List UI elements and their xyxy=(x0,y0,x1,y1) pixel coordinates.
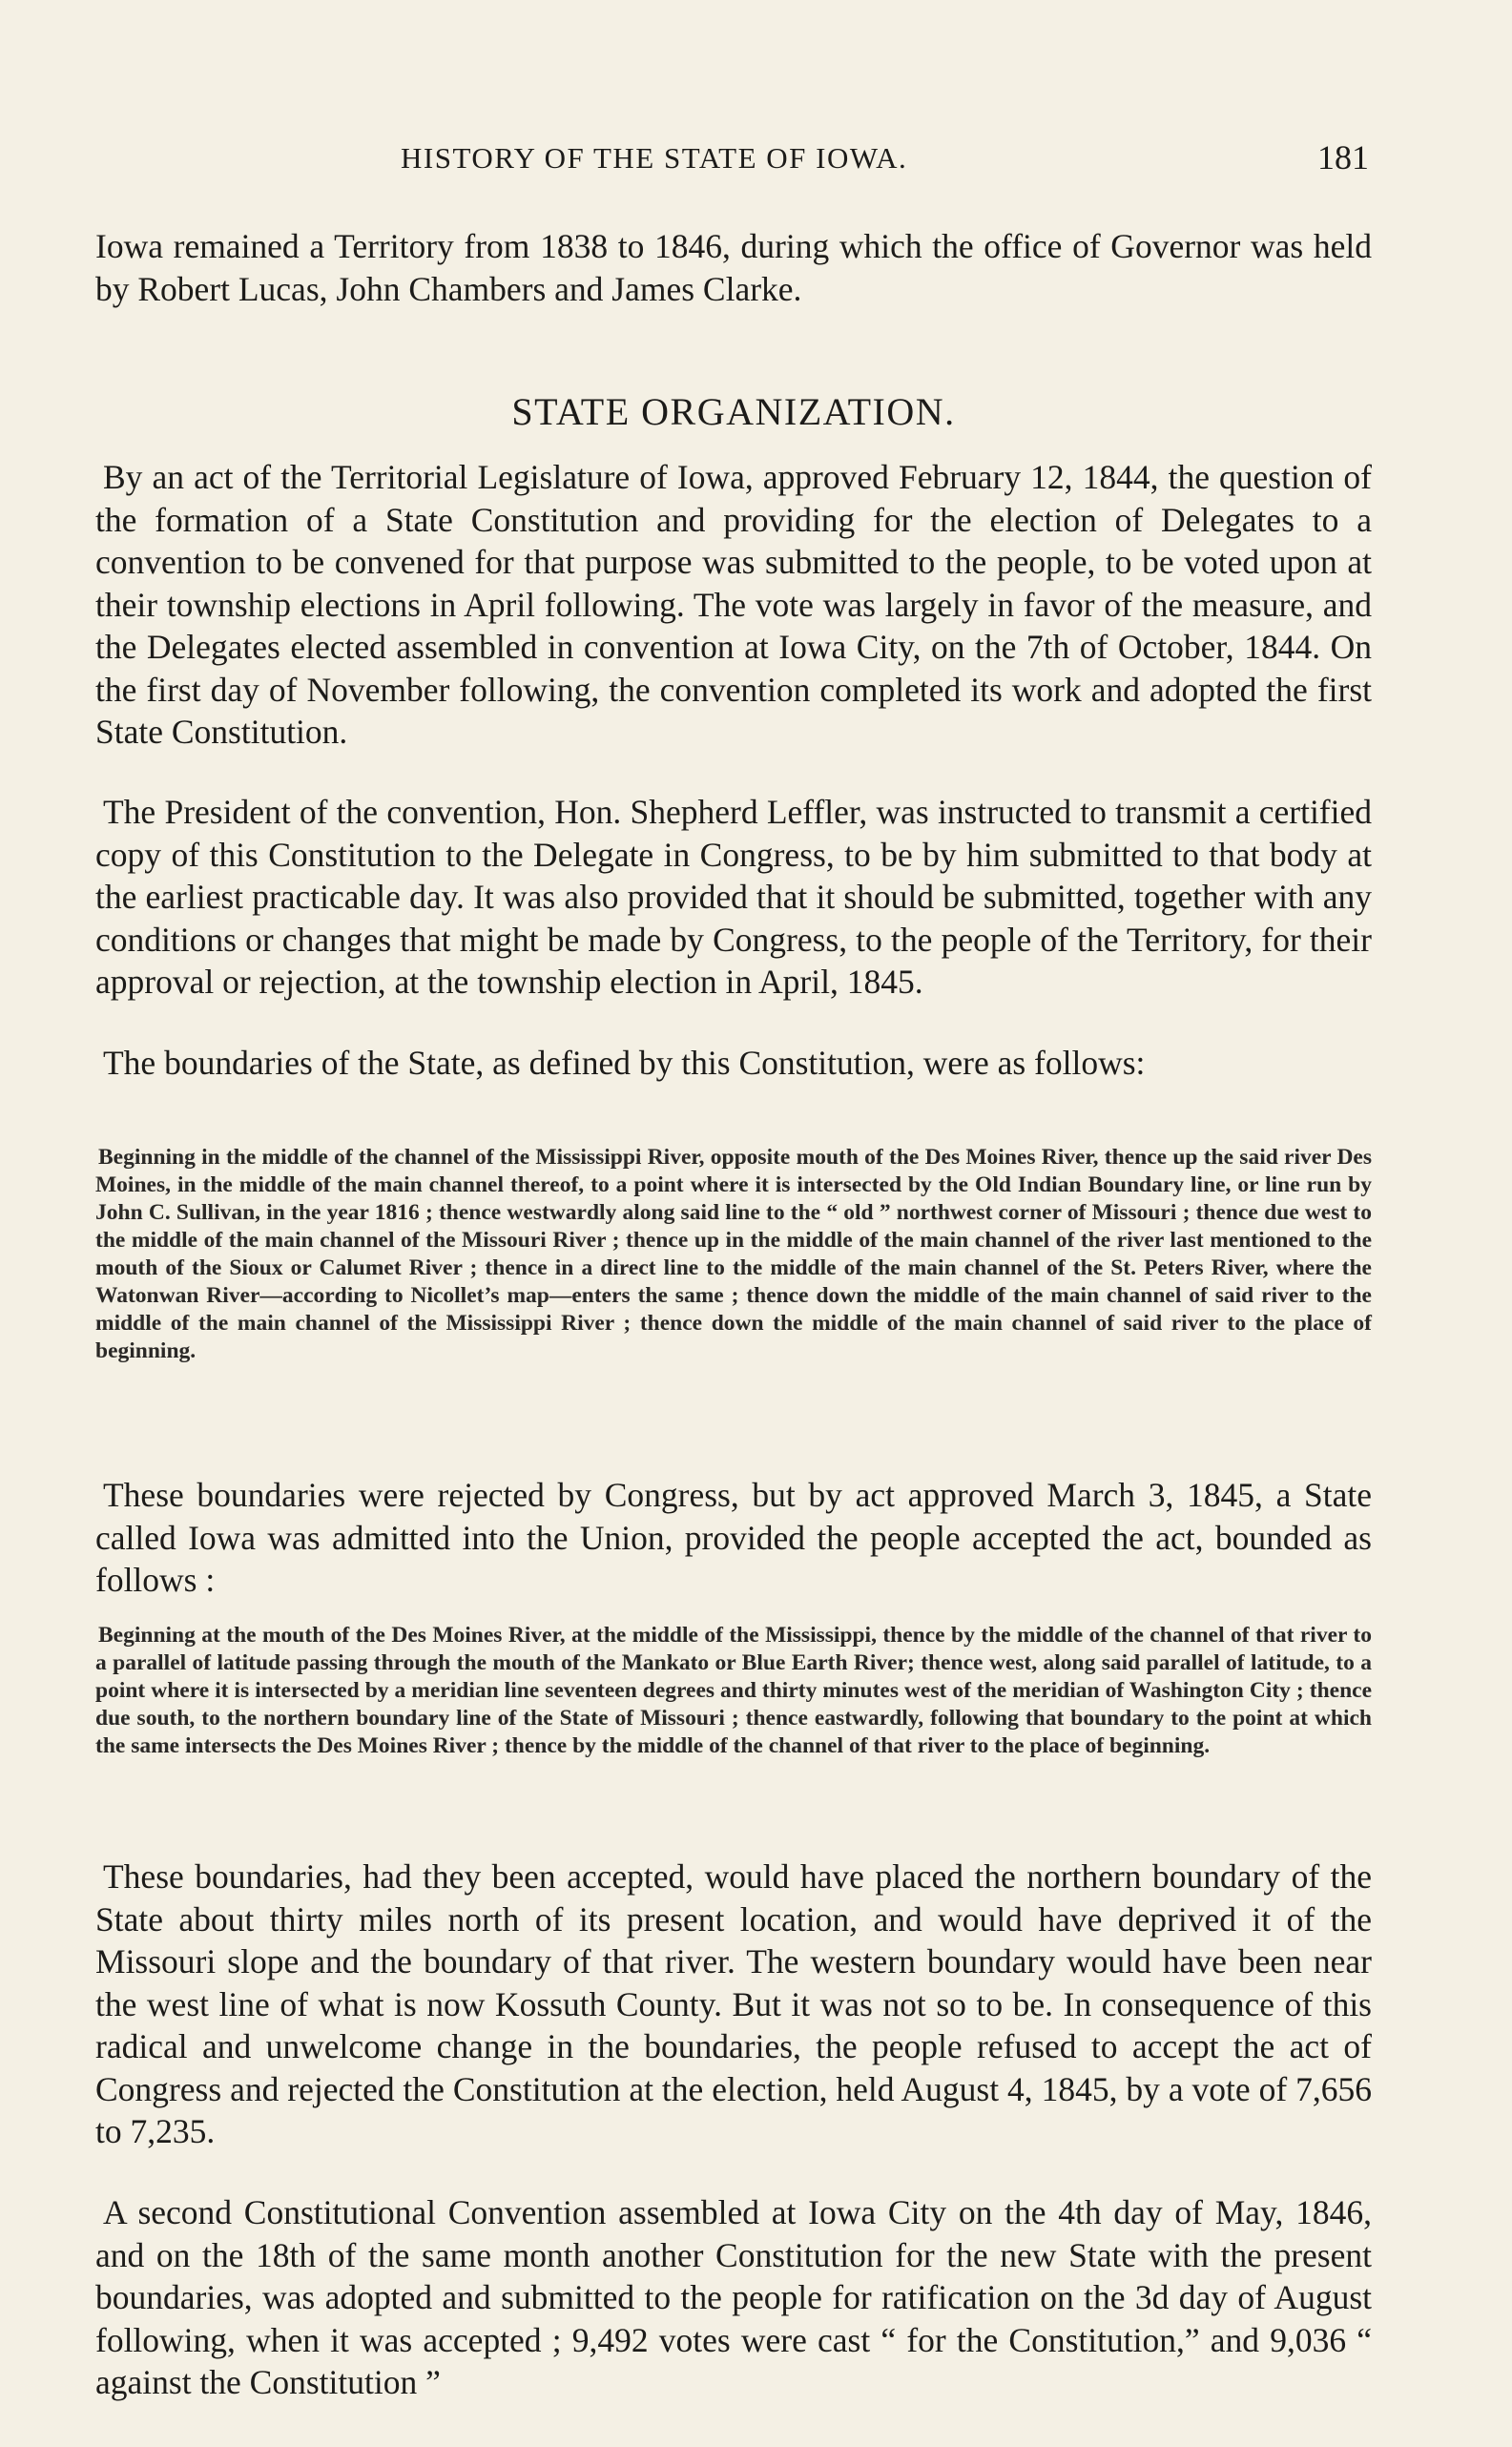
quote-congress-boundaries: Beginning at the mouth of the Des Moines River, at the middle of the Mississippi, thence by the middle of the channel of that river to a parallel of latitude passing through the mouth of the Mankato or Blue Earth River; thence west, along said parallel of latitude, to a point where it is intersected by a meridian line seventeen degrees and thirty minutes west of the meridian of Washington City ; thence due south, to the northern boundary line of the State of Missouri ; thence eastwardly, following that boundary to the point at which the same intersects the Des Moines River ; thence by the middle of the channel of that river to the place of beginning. xyxy=(95,1623,1372,1758)
section-heading: STATE ORGANIZATION. xyxy=(511,390,956,433)
intro-paragraph: Iowa remained a Territory from 1838 to 1846, during which the office of Governor was held by Robert Lucas, John Chambers and James Clarke. xyxy=(95,227,1372,308)
paragraph-boundaries-consequence: These boundaries, had they been accepted, would have placed the northern boundary of the State about thirty miles north of its present location, and would have deprived it of the Missouri slope and the boundary of that river. The western boundary would have been near the west line of what is now Kossuth County. But it was not so to be. In consequence of this radical and unwelcome change in the boundaries, the people refused to accept the act of Congress and rejected the Constitution at the election, held August 4, 1845, by a vote of 7,656 to 7,235. xyxy=(95,1857,1372,2150)
paragraph-second-convention: A second Constitutional Convention assembled at Iowa City on the 4th day of May, 1846, and on the 18th of the same month another Constitution for the new State with the present boundaries, was adopted and submitted to the people for ratification on the 3d day of August following, when it was accepted ; 9,492 votes were cast “ for the Constitution,” and 9,036 “ against the Constitution ” xyxy=(95,2193,1372,2401)
page-number: 181 xyxy=(1317,138,1369,176)
paragraph-rejected-by-congress: These boundaries were rejected by Congress, but by act approved March 3, 1845, a State called Iowa was admitted into the Union, provided the people accepted the act, bounded as follows : xyxy=(95,1476,1372,1599)
paragraph-act-of-legislature: By an act of the Territorial Legislature of Iowa, approved February 12, 1844, the question of the formation of a State Constitution and providing for the election of Delegates to a convention to be convened for that purpose was submitted to the people, to be voted upon at their township elections in April following. The vote was largely in favor of the measure, and the Delegates elected assembled in convention at Iowa City, on the 7th of October, 1844. On the first day of November following, the convention completed its work and adopted the first State Constitution. xyxy=(95,458,1372,751)
page-header xyxy=(95,138,1369,189)
paragraph-president-of-convention: The President of the convention, Hon. Shepherd Leffler, was instructed to transmit a certified copy of this Constitution to the Delegate in Congress, to be by him submitted to that body at the earliest practicable day. It was also provided that it should be submitted, together with any conditions or changes that might be made by Congress, to the people of the Territory, for their approval or rejection, at the township election in April, 1845. xyxy=(95,793,1372,1001)
running-title: HISTORY OF THE STATE OF IOWA. xyxy=(401,141,908,175)
paragraph-boundaries-intro: The boundaries of the State, as defined by this Constitution, were as follows: xyxy=(103,1044,1146,1082)
quote-first-boundaries: Beginning in the middle of the channel of the Mississippi River, opposite mouth of the Des Moines River, thence up the said river Des Moines, in the middle of the main channel thereof, to a point where it is intersected by the Old Indian Boundary line, or line run by John C. Sullivan, in the year 1816 ; thence westwardly along said line to the “ old ” northwest corner of Missouri ; thence due west to the middle of the main channel of the Missouri River ; thence up in the middle of the main channel of the river last mentioned to the mouth of the Sioux or Calumet River ; thence in a direct line to the middle of the main channel of the St. Peters River, where the Watonwan River—according to Nicollet’s map—enters the same ; thence down the middle of the main channel of said river to the middle of the main channel of the Mississippi River ; thence down the middle of the main channel of said river to the place of beginning. xyxy=(95,1145,1372,1363)
